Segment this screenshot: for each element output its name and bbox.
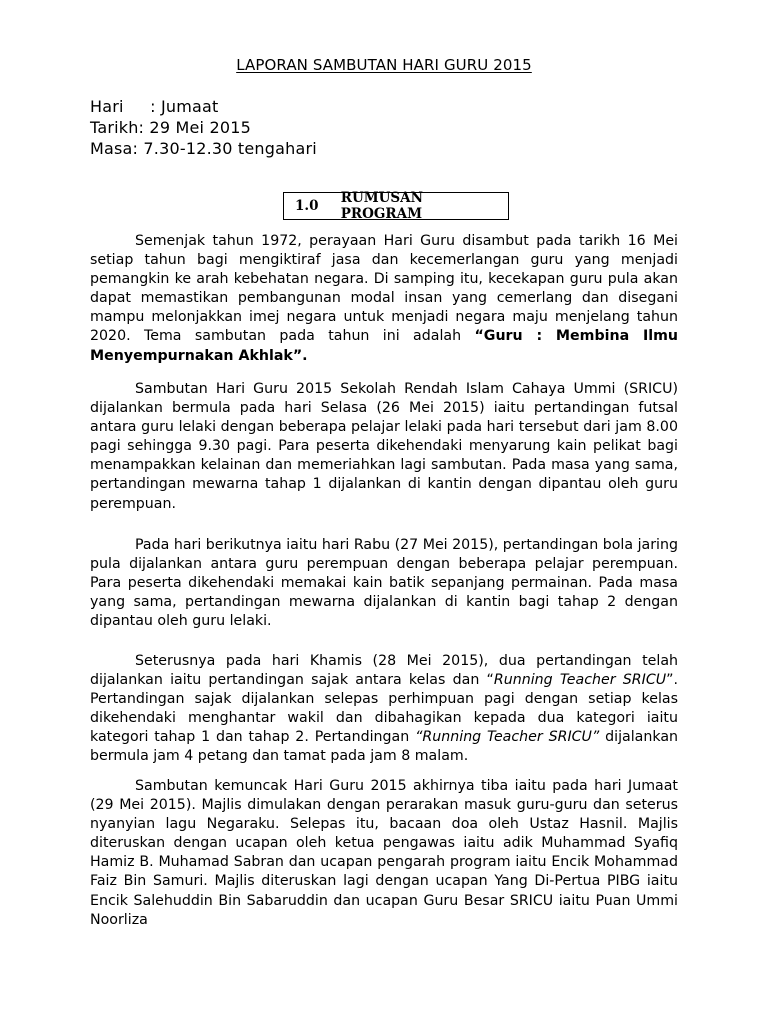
meta-time: Masa: 7.30-12.30 tengahari xyxy=(90,139,317,158)
paragraph-2-text: Sambutan Hari Guru 2015 Sekolah Rendah Islam Cahaya Ummi (SRICU) dijalankan bermula pada hari Selasa (26 Mei 2015) iaitu pertandingan futsal antara guru lelaki dengan beberapa pelajar lelaki pada hari tersebut dari jam 8.00 pagi sehingga 9.30 pagi. Para peserta dikehendaki menyarung kain pelikat bagi menampakkan kelainan dan memeriahkan lagi sambutan. Pada masa yang sama, pertandingan mewarna tahap 1 dijalankan di kantin dengan dipantau oleh guru perempuan. xyxy=(90,381,678,512)
section-title: RUMUSAN PROGRAM xyxy=(340,190,423,222)
event-name-italic-2: “Running Teacher SRICU” xyxy=(415,729,600,746)
theme-text: “Guru : Membina Ilmu Menyempurnakan Akhlak”. xyxy=(90,328,678,364)
meta-date: Tarikh: 29 Mei 2015 xyxy=(90,118,251,137)
section-heading-box xyxy=(283,192,509,220)
paragraph-4 xyxy=(90,652,678,767)
event-name-italic: Running Teacher SRICU xyxy=(493,672,667,689)
paragraph-4-text-b: ”. Pertandingan sajak dijalankan selepas perhimpuan pagi dengan setiap kelas dikehendaki menghantar wakil dan dibahagikan kepada dua kategori iaitu kategori tahap 1 dan tahap 2. Pertandingan xyxy=(90,672,678,746)
paragraph-3 xyxy=(90,536,678,631)
paragraph-2 xyxy=(90,380,678,514)
paragraph-1 xyxy=(90,232,678,366)
paragraph-1-text: Semenjak tahun 1972, perayaan Hari Guru disambut pada tarikh 16 Mei setiap tahun bagi mengiktiraf jasa dan kecemerlangan guru yang menjadi pemangkin ke arah kebehatan negara. Di samping itu, kecekapan guru pula akan dapat memastikan pembangunan modal insan yang cemerlang dan disegani mampu melonjakkan imej negara untuk menjadi negara maju menjelang tahun 2020. Tema sambutan pada tahun ini adalah xyxy=(90,233,678,345)
meta-day: Hari : Jumaat xyxy=(90,97,219,116)
paragraph-4-text-c: dijalankan bermula jam 4 petang dan tamat pada jam 8 malam. xyxy=(90,729,679,765)
report-title: LAPORAN SAMBUTAN HARI GURU 2015 xyxy=(236,56,532,74)
paragraph-5-text: Sambutan kemuncak Hari Guru 2015 akhirnya tiba iaitu pada hari Jumaat (29 Mei 2015). Majlis dimulakan dengan perarakan masuk guru-guru dan seterus nyanyian lagu Negaraku. Selepas itu, bacaan doa oleh Ustaz Hasnil. Majlis diteruskan dengan ucapan oleh ketua pengawas iaitu adik Muhammad Syafiq Hamiz B. Muhamad Sabran dan ucapan pengarah program iaitu Encik Mohammad Faiz Bin Samuri. Majlis diteruskan lagi dengan ucapan Yang Di-Pertua PIBG iaitu Encik Salehuddin Bin Sabaruddin dan ucapan Guru Besar SRICU iaitu Puan Ummi Noorliza xyxy=(90,778,678,928)
paragraph-5 xyxy=(90,777,678,930)
paragraph-4-text-a: Seterusnya pada hari Khamis (28 Mei 2015), dua pertandingan telah dijalankan iaitu pertandingan sajak antara kelas dan “ xyxy=(90,653,678,689)
section-number: 1.0 xyxy=(295,198,319,214)
paragraph-3-text: Pada hari berikutnya iaitu hari Rabu (27 Mei 2015), pertandingan bola jaring pula dijalankan antara guru perempuan dengan beberapa pelajar perempuan. Para peserta dikehendaki memakai kain batik sepanjang permainan. Pada masa yang sama, pertandingan mewarna dijalankan di kantin bagi tahap 2 dengan dipantau oleh guru lelaki. xyxy=(90,537,678,630)
